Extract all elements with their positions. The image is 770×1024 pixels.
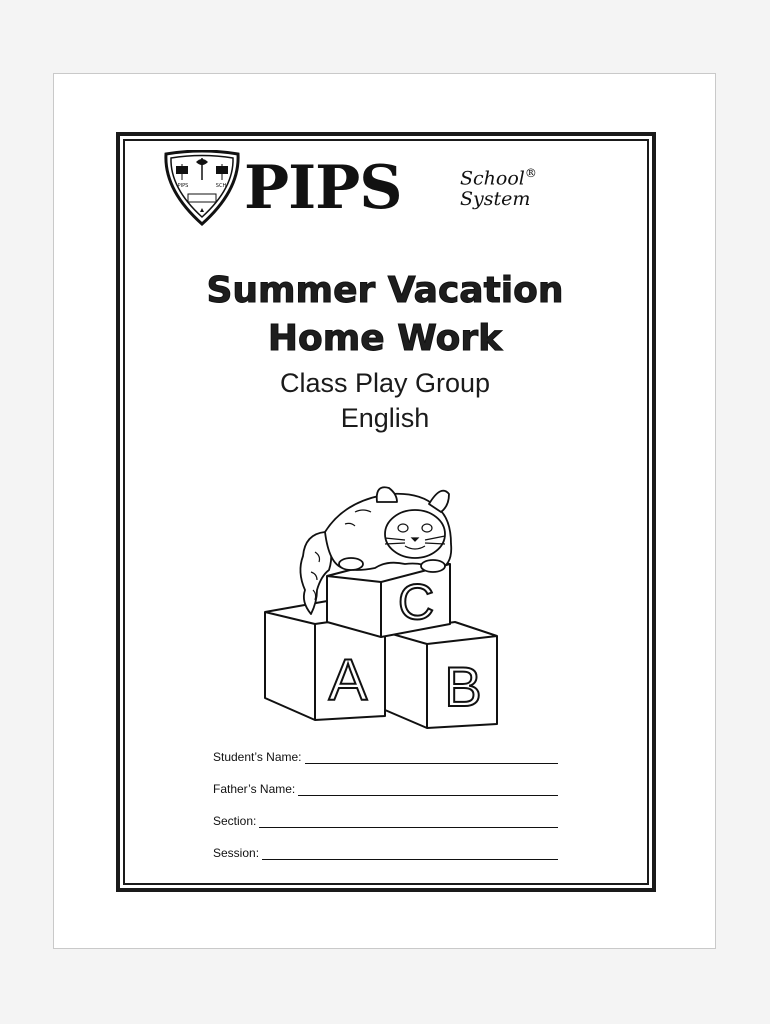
tagline-school: School® — [460, 166, 537, 190]
cat-on-blocks-illustration — [255, 472, 510, 732]
block-letter-a: A — [328, 648, 368, 713]
student-name-label: Student’s Name: — [213, 750, 302, 764]
father-name-label: Father’s Name: — [213, 782, 296, 796]
school-logo — [162, 150, 562, 230]
session-line[interactable] — [262, 848, 558, 860]
brand-name: PIPS — [244, 153, 402, 223]
section-label: Section: — [213, 814, 257, 828]
block-letter-b: B — [444, 655, 482, 718]
block-letter-c: C — [397, 574, 435, 630]
class-label: Class Play Group — [279, 368, 491, 398]
section-field[interactable] — [213, 814, 558, 828]
student-name-field[interactable] — [213, 750, 558, 764]
session-label: Session: — [213, 846, 260, 860]
father-name-line[interactable] — [298, 784, 558, 796]
title-home-work: Home Work — [267, 318, 503, 359]
title-summer-vacation: Summer Vacation — [206, 270, 564, 311]
subject-label: English — [340, 403, 430, 433]
student-name-line[interactable] — [305, 752, 559, 764]
session-field[interactable] — [213, 846, 558, 860]
section-line[interactable] — [259, 816, 558, 828]
svg-text:SCH: SCH — [215, 183, 227, 189]
father-name-field[interactable] — [213, 782, 558, 796]
crest-icon — [162, 150, 242, 226]
svg-text:PIPS: PIPS — [177, 183, 189, 189]
tagline-system: System — [460, 188, 531, 210]
